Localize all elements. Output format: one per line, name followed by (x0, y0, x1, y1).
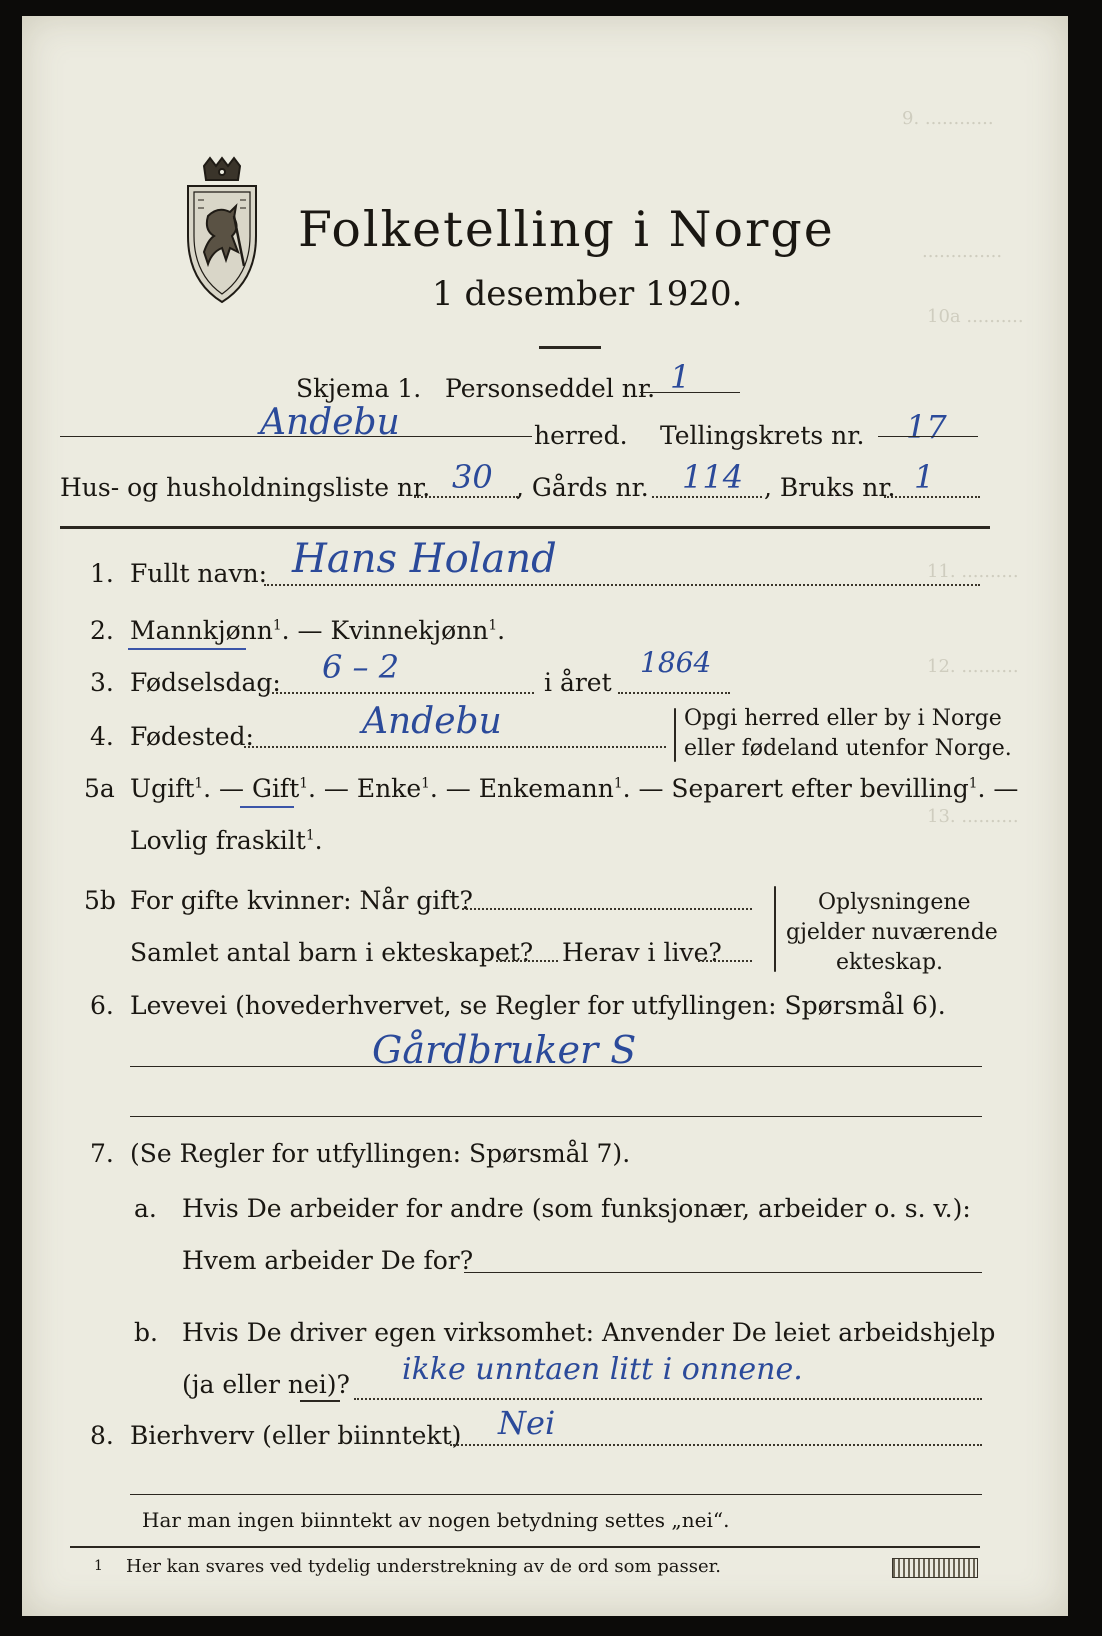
hired-help-value: ikke unntaen litt i onnene. (402, 1352, 803, 1387)
bruks-line (884, 496, 980, 498)
hus-label: Hus- og husholdningsliste nr. (60, 473, 431, 502)
gards-label: , Gårds nr. (516, 473, 649, 502)
header-separator (60, 526, 990, 529)
children-alive-line (698, 960, 752, 962)
male-underline-mark (128, 648, 246, 650)
nei-option[interactable]: nei (287, 1370, 327, 1399)
lovlig-fraskilt-option[interactable]: Lovlig fraskilt (130, 826, 306, 855)
occupation-value: Gårdbruker S (372, 1028, 637, 1072)
year-label: i året (544, 668, 612, 697)
male-option[interactable]: Mannkjønn (130, 616, 273, 645)
q7a-employer-label: Hvem arbeider De for? (182, 1246, 474, 1275)
marriage-note-brace (774, 886, 776, 972)
q7-number: 7. (90, 1139, 114, 1168)
bleed-through-text: 10a .......... (927, 306, 1024, 327)
birthplace-note-2: eller fødeland utenfor Norge. (684, 736, 1012, 761)
marital-status-options: Ugift$^1$. — Gift$^1$. — Enke$^1$. — Enkemann$^1$. — Separert efter bevilling$^1$. — (130, 774, 1019, 803)
q7-label: (Se Regler for utfyllingen: Spørsmål 7). (130, 1139, 631, 1168)
q7b-letter: b. (134, 1318, 158, 1347)
footer-note: Har man ingen biinntekt av nogen betydning settes „nei“. (142, 1508, 730, 1532)
birthplace-line (244, 746, 666, 748)
q5b-label-alive: Herav i live? (562, 938, 722, 967)
birthplace-value: Andebu (362, 701, 502, 742)
personseddel-value: 1 (670, 358, 691, 396)
gards-line (652, 496, 762, 498)
gards-value: 114 (682, 458, 744, 496)
secondary-income-value: Nei (498, 1404, 556, 1442)
gift-underline-mark (240, 806, 294, 808)
q3-number: 3. (90, 668, 114, 697)
birth-year-value: 1864 (640, 646, 712, 679)
printer-stamp-icon (892, 1558, 978, 1578)
q7b-label-2: (ja eller nei)? (182, 1370, 350, 1399)
secondary-income-line (450, 1444, 982, 1446)
personseddel-label: Personseddel nr. (445, 374, 656, 403)
hus-line (414, 496, 518, 498)
q8-label: Bierhverv (eller biinntekt) (130, 1421, 462, 1450)
bleed-through-text: 13. .......... (927, 806, 1019, 827)
marriage-note-2: gjelder nuværende (786, 920, 998, 945)
q5a-number: 5a (84, 774, 115, 803)
q2-number: 2. (90, 616, 114, 645)
enkemann-option[interactable]: Enkemann (478, 774, 614, 803)
marriage-note-1: Oplysningene (818, 890, 971, 915)
birth-year-line (618, 692, 730, 694)
footer-separator (70, 1546, 980, 1548)
q6-number: 6. (90, 991, 114, 1020)
hus-value: 30 (452, 458, 493, 496)
herred-line (60, 436, 532, 437)
gift-option[interactable]: Gift (251, 774, 300, 803)
birthplace-note-brace (674, 708, 676, 762)
q7a-label: Hvis De arbeider for andre (som funksjonær, arbeider o. s. v.): (182, 1194, 971, 1223)
schema-label: Skjema 1. (296, 374, 422, 403)
q5b-label-children: Samlet antal barn i ekteskapet? (130, 938, 534, 967)
lovlig-fraskilt-line: Lovlig fraskilt$^1$. (130, 826, 323, 855)
secondary-income-line-2 (130, 1494, 982, 1495)
q5b-label-married: For gifte kvinner: Når gift? (130, 886, 473, 915)
bleed-through-text: 11. .......... (927, 561, 1019, 582)
occupation-line-1 (130, 1066, 982, 1067)
herred-value: Andebu (260, 402, 400, 443)
occupation-line-2 (130, 1116, 982, 1117)
q6-label: Levevei (hovederhvervet, se Regler for utfyllingen: Spørsmål 6). (130, 991, 946, 1020)
birthplace-note-1: Opgi herred eller by i Norge (684, 706, 1002, 731)
tellingskrets-label: Tellingskrets nr. (660, 421, 865, 450)
footnote-mark: 1 (94, 1558, 103, 1574)
birthdate-value: 6 – 2 (322, 648, 400, 686)
q3-label: Fødselsdag: (130, 668, 281, 697)
sex-options: Mannkjønn$^1$. — Kvinnekjønn$^1$. (130, 616, 506, 645)
q7a-letter: a. (134, 1194, 157, 1223)
bleed-through-text: 9. ............ (902, 108, 994, 129)
bruks-value: 1 (914, 458, 935, 496)
q4-label: Fødested: (130, 722, 254, 751)
female-option[interactable]: Kvinnekjønn (330, 616, 489, 645)
q4-number: 4. (90, 722, 114, 751)
q1-number: 1. (90, 559, 114, 588)
q5b-number: 5b (84, 886, 116, 915)
norwegian-coat-of-arms-icon (174, 156, 270, 306)
q1-label: Fullt navn: (130, 559, 268, 588)
q8-number: 8. (90, 1421, 114, 1450)
married-date-line (462, 908, 752, 910)
q7b-label: Hvis De driver egen virksomhet: Anvender De leiet arbeidshjelp (182, 1318, 996, 1347)
herred-label: herred. (534, 421, 628, 450)
census-date: 1 desember 1920. (432, 274, 743, 314)
census-form-page (22, 16, 1068, 1616)
nei-underline-mark (300, 1400, 340, 1402)
ugift-option[interactable]: Ugift (130, 774, 195, 803)
full-name-line (264, 584, 980, 586)
personseddel-line (640, 392, 740, 393)
enke-option[interactable]: Enke (356, 774, 422, 803)
birthdate-line (272, 692, 534, 694)
form-title: Folketelling i Norge (298, 201, 835, 258)
tellingskrets-value: 17 (906, 408, 947, 446)
footnote-text: Her kan svares ved tydelig understrekning av de ord som passer. (126, 1556, 721, 1577)
hired-help-line (354, 1398, 982, 1400)
full-name-value: Hans Holand (292, 536, 557, 582)
bleed-through-text: 12. .......... (927, 656, 1019, 677)
separert-option[interactable]: Separert efter bevilling (671, 774, 969, 803)
employer-line (464, 1272, 982, 1273)
children-count-line (496, 960, 558, 962)
bruks-label: , Bruks nr. (764, 473, 896, 502)
marriage-note-3: ekteskap. (836, 950, 944, 975)
tellingskrets-line (878, 436, 978, 437)
bleed-through-text: .............. (922, 241, 1003, 262)
title-divider (539, 346, 601, 349)
